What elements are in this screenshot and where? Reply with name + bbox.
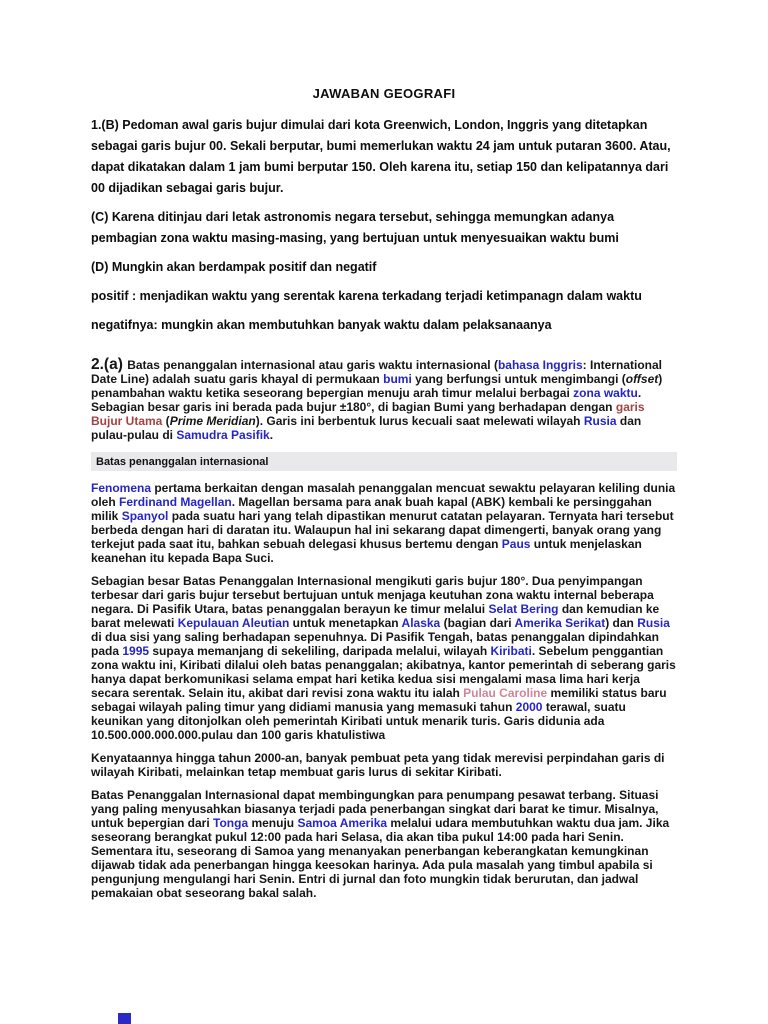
- text-run: . Sebelum penggantian zona waktu ini, Kiribati dilalui oleh batas penanggalan; akibatnya, kantor pemerintah di seberang garis hanya dapat berkomunikasi selama empat hari ketika kedua sisi mengalami masa lima hari kerja secara serentak. Selain itu, akibat dari revisi zona waktu itu ialah: [91, 644, 676, 700]
- text-run: 1.(B) Pedoman awal garis bujur dimulai dari kota Greenwich, London, Inggris yang ditetapkan sebagai garis bujur 00. Sekali berputar, bumi memerlukan waktu 24 jam untuk putaran 3600. Atau, dapat dikatakan dalam 1 jam bumi berputar 150. Oleh karena itu, setiap 150 dan kelipatannya dari 00 dijadikan sebagai garis bujur.: [91, 118, 671, 195]
- inline-link[interactable]: Tonga: [213, 816, 249, 830]
- inline-link[interactable]: Samudra Pasifik: [176, 428, 270, 442]
- text-run: Prime Meridian: [169, 414, 256, 428]
- text-run: ). Garis ini berbentuk lurus kecuali saat melewati wilayah: [255, 414, 584, 428]
- text-run: negatifnya: mungkin akan membutuhkan banyak waktu dalam pelaksanaanya: [91, 318, 552, 332]
- section-header: Batas penanggalan internasional: [91, 452, 677, 471]
- paragraph: [91, 358, 677, 442]
- inline-link[interactable]: Ferdinand Magellan: [119, 495, 232, 509]
- inline-link[interactable]: Alaska: [401, 616, 441, 630]
- text-run: ) penambahan waktu ketika seseorang bepergian menuju arah timur melalui berbagai: [91, 372, 663, 400]
- text-run: Batas penanggalan internasional atau garis waktu internasional (: [127, 358, 498, 372]
- inline-link[interactable]: Kiribati: [490, 644, 532, 658]
- inline-link[interactable]: zona waktu: [573, 386, 638, 400]
- next-page-link-fragment[interactable]: [118, 1013, 131, 1024]
- paragraph: [91, 207, 677, 249]
- text-run: (C) Karena ditinjau dari letak astronomis negara tersebut, sehingga memungkan adanya pembagian zona waktu masing-masing, yang bertujuan untuk menyesuaikan waktu bumi: [91, 210, 619, 245]
- inline-link[interactable]: Rusia: [637, 616, 670, 630]
- text-run: : International Date Line) adalah suatu garis khayal di permukaan: [91, 358, 662, 386]
- document-body: [91, 115, 677, 900]
- text-run: terawal, suatu keunikan yang ditonjolkan oleh pemerintah Kiribati untuk menarik turis. Garis didunia ada 10.500.000.000.000.pulau dan 100 garis khatulistiwa: [91, 700, 626, 742]
- text-run: Sebagian besar Batas Penanggalan Internasional mengikuti garis bujur 180°. Dua penyimpangan terbesar dari garis bujur tersebut bertujuan untuk menjaga keutuhan zona waktu internal beberapa negara. Di Pasifik Utara, batas penanggalan berayun ke timur melalui: [91, 574, 654, 616]
- paragraph: [91, 788, 677, 900]
- paragraph: [91, 481, 677, 565]
- paragraph: [91, 574, 677, 742]
- text-run: memiliki status baru sebagai wilayah paling timur yang didiami manusia yang memasuki tahun: [91, 686, 667, 714]
- text-run: melalui udara membutuhkan waktu dua jam. Jika seseorang berangkat pukul 12:00 pada hari Selasa, dia akan tiba pukul 14:00 pada hari Senin. Sementara itu, seseorang di Samoa yang menanyakan penerbangan keberangkatan kemungkinan dijawab tidak ada penerbangan hingga keesokan harinya. Ada pula masalah yang timbul apabila si pengunjung mengulangi hari Senin. Entri di jurnal dan foto mungkin tidak berurutan, dan jadwal pemakaian obat seseorang bakal salah.: [91, 816, 670, 900]
- paragraph: [91, 257, 677, 278]
- text-run: yang berfungsi untuk mengimbangi (: [411, 372, 626, 386]
- inline-link[interactable]: Pulau Caroline: [463, 686, 548, 700]
- inline-link[interactable]: Rusia: [583, 414, 617, 428]
- text-run: . Sebagian besar garis ini berada pada bujur ±180°, di bagian Bumi yang berhadapan dengan: [91, 386, 642, 414]
- text-run: pada suatu hari yang telah dipastikan menurut catatan pelayaran. Ternyata hari tersebut berbeda dengan hari di daratan itu. Walaupun hal ini sekarang dapat dimengerti, banyak orang yang terkejut pada saat itu, bahkan sebuah delegasi khusus bertemu dengan: [91, 509, 674, 551]
- text-run: Kenyataannya hingga tahun 2000-an, banyak pembuat peta yang tidak merevisi perpindahan garis di wilayah Kiribati, melainkan tetap membuat garis lurus di sekitar Kiribati.: [91, 751, 665, 779]
- page-title: JAWABAN GEOGRAFI: [312, 86, 456, 101]
- paragraph: [91, 315, 677, 336]
- inline-link[interactable]: Samoa Amerika: [297, 816, 388, 830]
- paragraph: [91, 286, 677, 307]
- text-run: dan pulau-pulau di: [91, 414, 642, 442]
- inline-link[interactable]: Paus: [501, 537, 531, 551]
- paragraph: [91, 751, 677, 779]
- inline-link[interactable]: 2000: [515, 700, 543, 714]
- text-run: 2.(a): [91, 356, 128, 373]
- text-run: . Magellan bersama para anak buah kapal (ABK) kembali ke persinggahan milik: [91, 495, 652, 523]
- text-run: untuk menjelaskan keanehan itu kepada Bapa Suci.: [91, 537, 642, 565]
- text-run: untuk menetapkan: [289, 616, 402, 630]
- text-run: menuju: [248, 816, 298, 830]
- text-run: supaya memanjang di sekeliling, daripada melalui, wilayah: [149, 644, 491, 658]
- text-run: (bagian dari: [440, 616, 515, 630]
- text-run: Batas Penanggalan Internasional dapat membingungkan para penumpang pesawat terbang. Situasi yang paling menyusahkan biasanya terjadi pada penerbangan singkat dari barat ke timur. Misalnya, untuk bepergian dari: [91, 788, 659, 830]
- inline-link[interactable]: Spanyol: [121, 509, 169, 523]
- inline-link[interactable]: Kepulauan Aleutian: [177, 616, 290, 630]
- text-run: .: [269, 428, 274, 442]
- inline-link[interactable]: bahasa Inggris: [497, 358, 583, 372]
- inline-link[interactable]: garis Bujur Utama: [91, 400, 645, 428]
- inline-link[interactable]: Selat Bering: [488, 602, 559, 616]
- text-run: dan kemudian ke barat melewati: [91, 602, 660, 630]
- inline-link[interactable]: 1995: [122, 644, 150, 658]
- inline-link[interactable]: Amerika Serikat: [514, 616, 606, 630]
- text-run: ) dan: [605, 616, 638, 630]
- text-run: (: [162, 414, 170, 428]
- text-run: pertama berkaitan dengan masalah penanggalan mencuat sewaktu pelayaran keliling dunia oleh: [91, 481, 676, 509]
- text-run: positif : menjadikan waktu yang serentak karena terkadang terjadi ketimpanagn dalam waktu: [91, 289, 642, 303]
- text-run: (D) Mungkin akan berdampak positif dan negatif: [91, 260, 377, 274]
- inline-link[interactable]: Fenomena: [91, 481, 152, 495]
- paragraph: [91, 115, 677, 199]
- text-run: offset: [625, 372, 659, 386]
- text-run: di dua sisi yang saling berhadapan sepenuhnya. Di Pasifik Tengah, batas penanggalan dipindahkan pada: [91, 630, 659, 658]
- inline-link[interactable]: bumi: [383, 372, 412, 386]
